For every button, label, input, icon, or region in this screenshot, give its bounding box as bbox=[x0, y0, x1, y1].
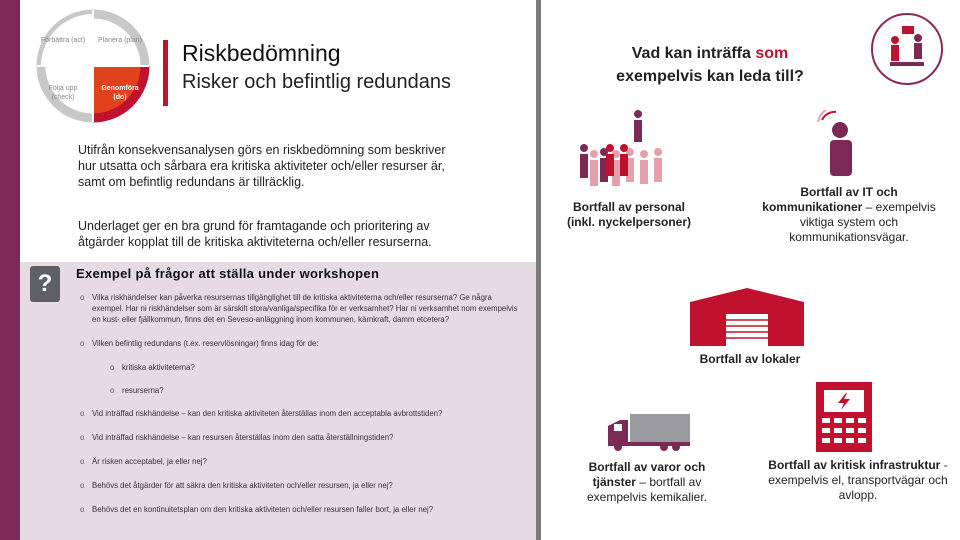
goods-caption-rest: – bortfall av exempelvis kemikalier. bbox=[586, 475, 708, 504]
premises-caption bbox=[680, 352, 820, 367]
infrastructure-caption bbox=[768, 458, 948, 503]
page-title: Riskbedömning bbox=[182, 40, 341, 66]
it-caption bbox=[760, 185, 938, 245]
question-subitem: o kritiska aktiviteterna? bbox=[110, 362, 520, 373]
basis-paragraph: Underlaget ger en bra grund för framtagande och prioritering av åtgärder kopplat till de kritiska aktiviteterna och/eller resurserna. bbox=[78, 219, 432, 249]
heading-accent: som bbox=[755, 45, 789, 62]
it-caption-bold: Bortfall av IT och kommunikationer bbox=[762, 185, 898, 214]
workshop-title: Exempel på frågor att ställa under workshopen bbox=[76, 266, 380, 281]
heading-text-1: Vad kan inträffa bbox=[631, 45, 756, 62]
heading-text-2: exempelvis kan leda till? bbox=[616, 68, 804, 85]
infrastructure-caption-rest: - exempelvis el, transportvägar och avlopp. bbox=[768, 458, 948, 502]
cycle-label-plan: Planera (plan) bbox=[98, 37, 142, 44]
goods-caption-bold: Bortfall av varor och tjänster bbox=[588, 460, 706, 489]
personnel-icon bbox=[574, 108, 666, 199]
question-item: o Vid inträffad riskhändelse – kan den kritiska aktiviteten återställas inom den acceptabla avbrottstiden? bbox=[80, 408, 520, 419]
cycle-label-act: Förbättra (act) bbox=[40, 37, 86, 44]
personnel-caption-text: Bortfall av personal (inkl. nyckelpersoner) bbox=[566, 200, 692, 229]
question-item: o Vid inträffad riskhändelse – kan resursen återställas inom den satta återställningstiden? bbox=[80, 432, 520, 443]
center-divider bbox=[536, 0, 541, 540]
goods-caption bbox=[572, 460, 722, 505]
premises-caption-rest: av lokaler bbox=[741, 352, 801, 366]
title-accent-bar bbox=[163, 40, 168, 106]
workshop-people-icon bbox=[870, 12, 944, 91]
question-item: o Vilken befintlig redundans (t.ex. reservlösningar) finns idag för de: bbox=[80, 338, 520, 349]
right-heading bbox=[580, 42, 840, 88]
premises-caption-bold: Bortfall bbox=[699, 352, 742, 366]
pdca-cycle-diagram bbox=[33, 2, 153, 130]
pdca-cycle-icon bbox=[33, 2, 153, 130]
question-item: o Är risken acceptabel, ja eller nej? bbox=[80, 456, 520, 467]
intro-paragraph: Utifrån konsekvensanalysen görs en riskbedömning som beskriver hur utsatta och sårbara era kritiska aktiviteter och/eller resurser är, samt om befintlig redundans är tillräcklig. bbox=[78, 143, 446, 189]
warehouse-icon bbox=[690, 288, 804, 351]
workshop-question-list bbox=[80, 292, 520, 528]
left-accent-band bbox=[0, 0, 20, 540]
question-mark-icon: ? bbox=[30, 266, 60, 302]
question-item: o Behövs det en kontinuitetsplan om den kritiska aktiviteten och/eller resursen faller bort, ja eller nej? bbox=[80, 504, 520, 515]
page-subtitle: Risker och befintlig redundans bbox=[182, 71, 452, 93]
power-station-icon bbox=[816, 382, 874, 457]
it-caption-rest: – exempelvis viktiga system och kommunikationsvägar. bbox=[789, 200, 936, 244]
phone-call-icon bbox=[814, 110, 866, 185]
question-item: o Behövs det åtgärder för att säkra den kritiska aktiviteten och/eller resursen, ja eller nej? bbox=[80, 480, 520, 491]
question-item: o Vilka riskhändelser kan påverka resursernas tillgänglighet till de kritiska aktiviteterna och/eller resurserna? Ge några exempel. Har ni riskhändelser som är särskilt stora/vanliga/specifika för er verksamhet? Har ni verksamhet nom exempelvis en kust- eller fjällkommun, finns det en Seveso-anläggning inom kommunen, kärnkraft, damm etcetera? bbox=[80, 292, 520, 325]
truck-icon bbox=[606, 414, 690, 457]
cycle-label-do: Genomföra (do) bbox=[101, 85, 139, 101]
personnel-caption bbox=[566, 200, 692, 230]
question-subitem: o resurserna? bbox=[110, 385, 520, 396]
cycle-label-check: Följa upp (check) bbox=[48, 85, 78, 101]
infrastructure-caption-bold: Bortfall av kritisk infrastruktur bbox=[768, 458, 941, 472]
